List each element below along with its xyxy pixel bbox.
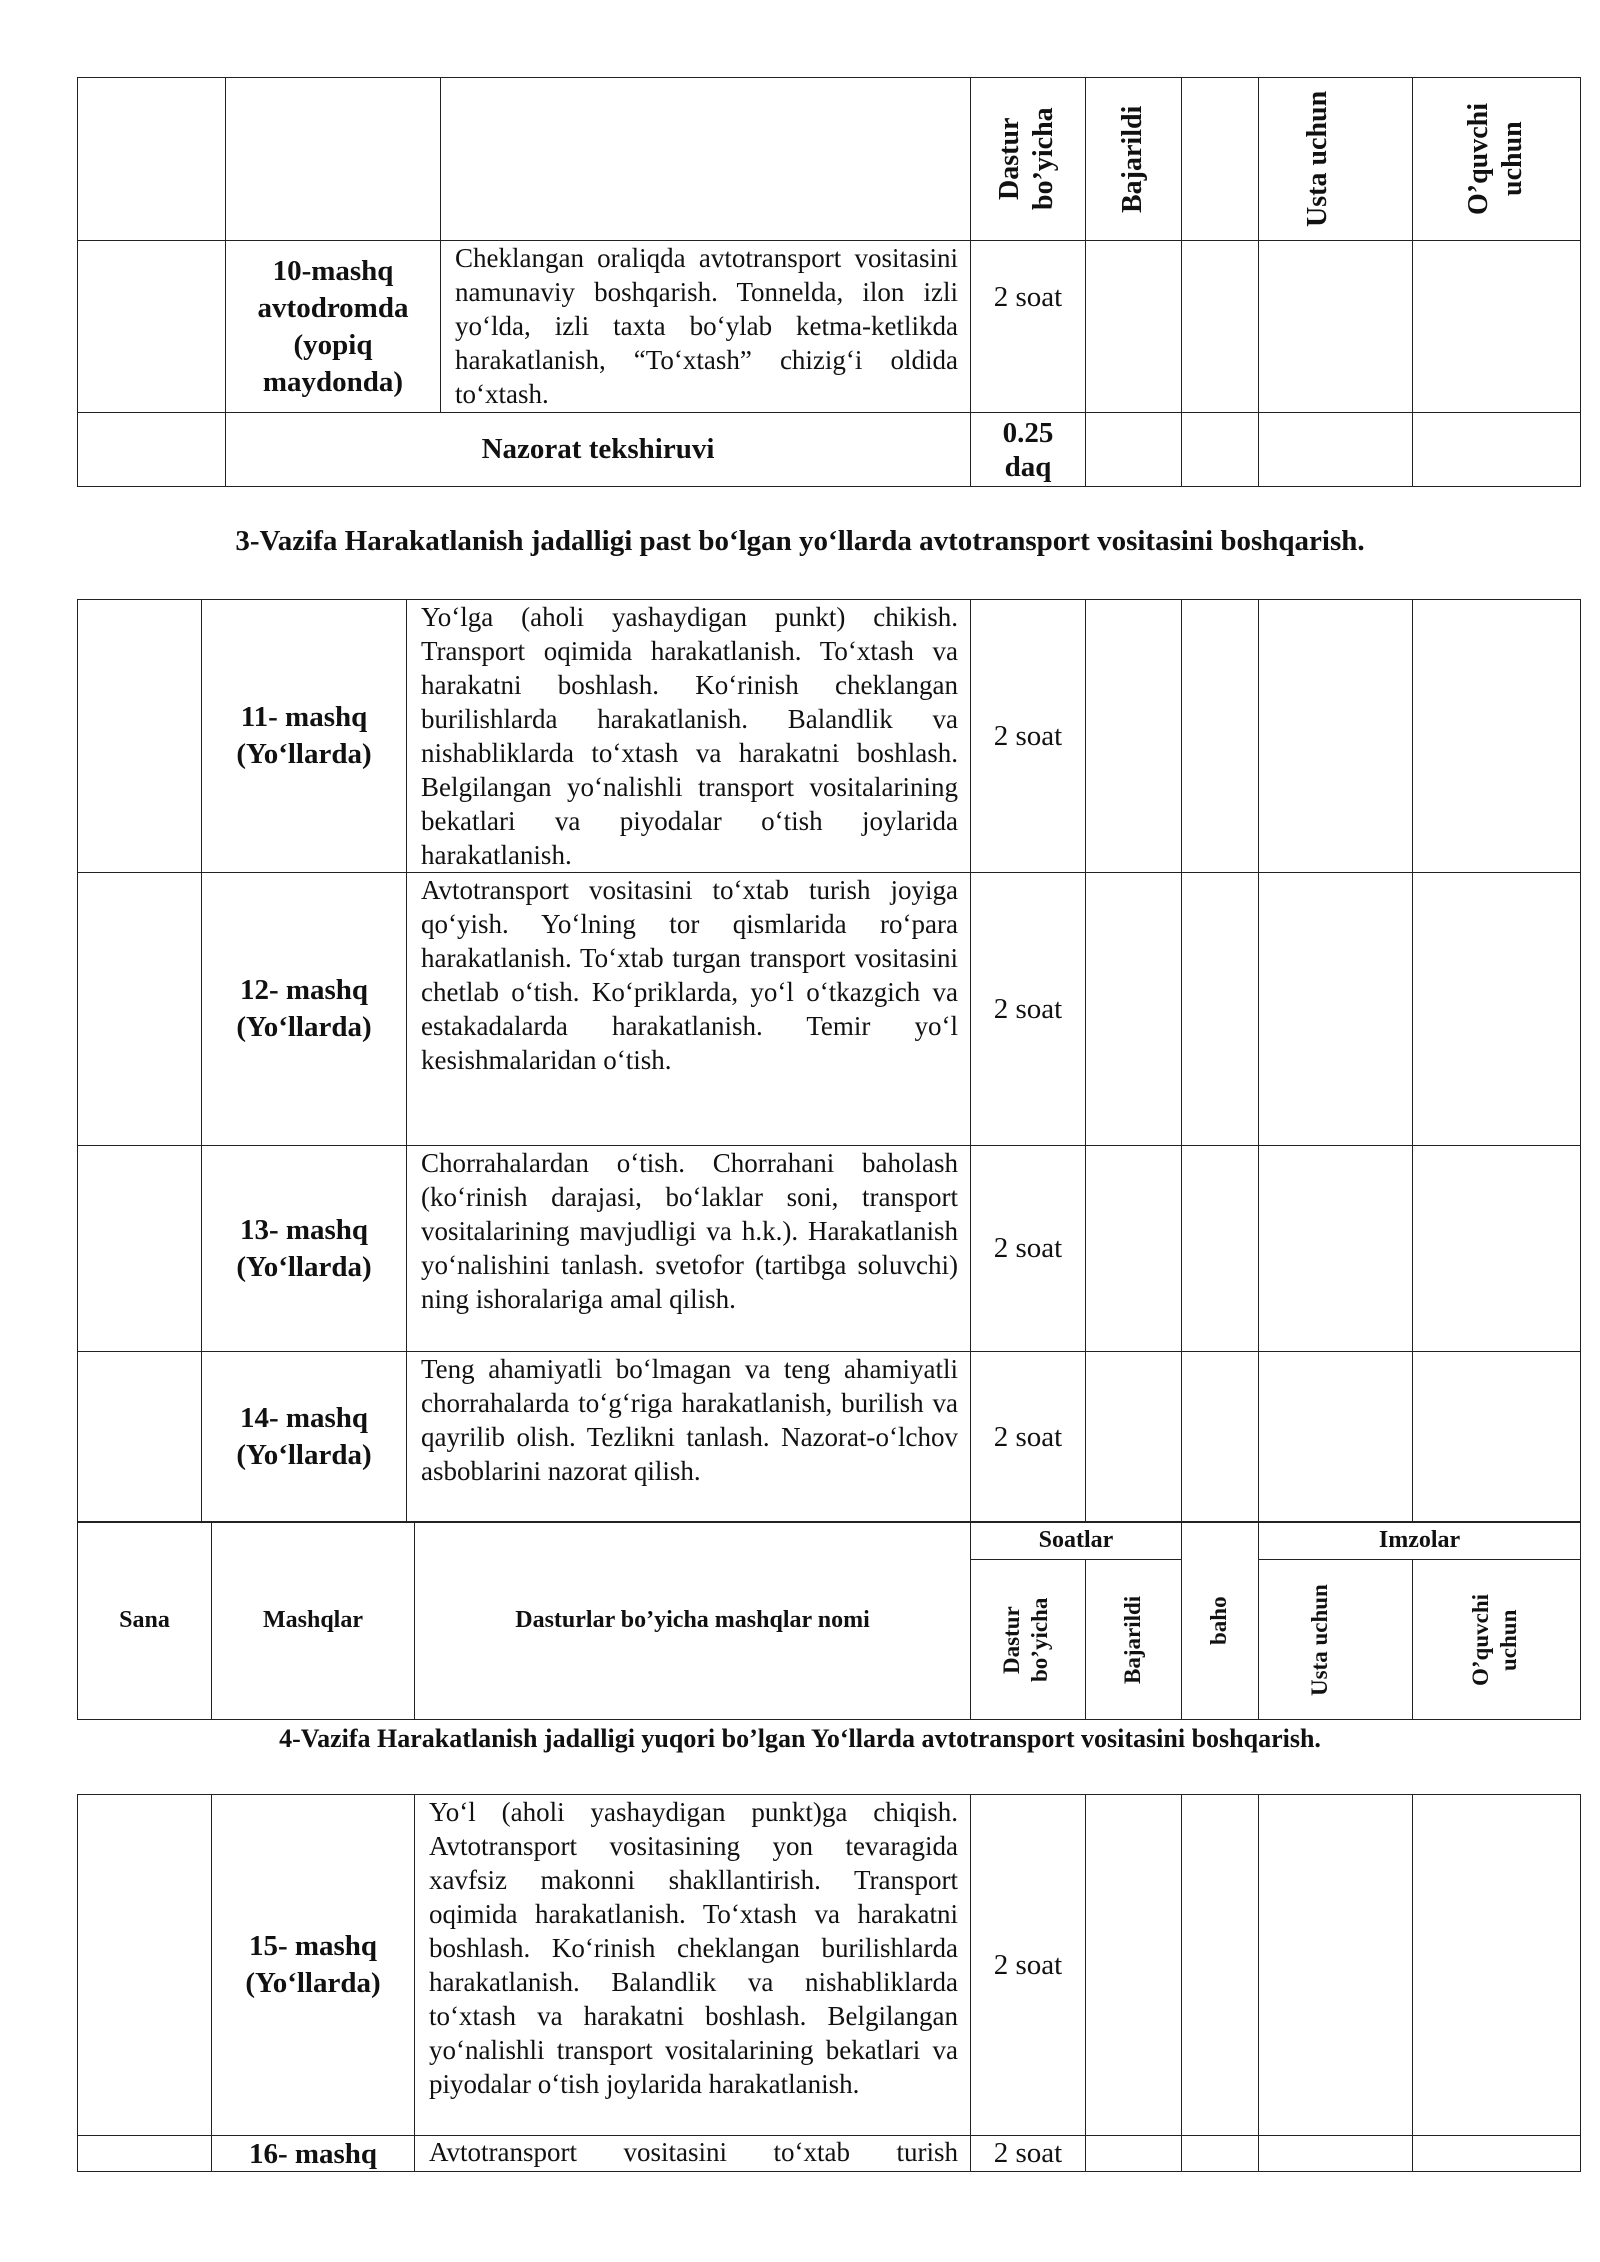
table-row [78, 2136, 1581, 2172]
exercise-hours: 2 soat [971, 600, 1086, 873]
exercise-hours: 2 soat [971, 1146, 1086, 1352]
control-value: 0.25 daq [971, 413, 1086, 487]
header-planned: Dastur bo’yicha [999, 1597, 1052, 1682]
exercise-hours: 2 soat [971, 1352, 1086, 1523]
section-4-title: 4-Vazifa Harakatlanish jadalligi yuqori bo’lgan Yo‘llarda avtotransport vositasini boshqarish. [279, 1724, 1321, 1753]
table-row [78, 1146, 1581, 1352]
exercise-description: Teng ahamiyatli bo‘lmagan va teng ahamiyatli chorrahalarda to‘g‘riga harakatlanish, burilish va qayrilib olish. Tezlikni tanlash. Nazorat-o‘lchov asboblarini nazorat qilish. [407, 1352, 971, 1523]
header-master: Usta uchun [1306, 1583, 1332, 1696]
header-program: Dasturlar bo’yicha mashqlar nomi [415, 1522, 971, 1720]
exercise-name: 16- mashq [212, 2136, 415, 2172]
header-grade: baho [1206, 1596, 1232, 1645]
exercise-description: Cheklangan oraliqda avtotransport vositasini namunaviy boshqarish. Tonnelda, ilon izli yo‘lda, izli taxta bo‘ylab ketma-ketlikda harakatlanish, “To‘xtash” chizig‘i oldida to‘xtash. [441, 241, 971, 413]
exercise-description: Chorrahalardan o‘tish. Chorrahani baholash (ko‘rinish darajasi, bo‘laklar soni, transport vositalarining mavjudligi va h.k.). Harakatlanish yo‘nalishini tanlash. svetofor (tartibga soluvchi) ning ishoralariga amal qilish. [407, 1146, 971, 1352]
column-header-table [77, 1521, 1581, 1720]
header-student: O’quvchi uchun [1462, 102, 1528, 216]
middle-table [77, 599, 1581, 1523]
header-student: O’quvchi uchun [1467, 1593, 1521, 1686]
exercise-hours: 2 soat [971, 1795, 1086, 2136]
top-table [77, 77, 1581, 487]
header-signatures-group: Imzolar [1259, 1522, 1581, 1560]
exercise-name: 10-mashq avtodromda (yopiq maydonda) [226, 241, 441, 413]
header-exercises: Mashqlar [212, 1522, 415, 1720]
exercise-name: 14- mashq (Yo‘llarda) [202, 1352, 407, 1523]
table-row [78, 600, 1581, 873]
control-label: Nazorat tekshiruvi [226, 413, 971, 487]
header-hours-group: Soatlar [971, 1522, 1182, 1560]
header-done: Bajarildi [1116, 105, 1148, 213]
table-row [78, 873, 1581, 1146]
exercise-hours: 2 soat [971, 2136, 1086, 2172]
bottom-table [77, 1794, 1581, 2172]
exercise-hours: 2 soat [971, 873, 1086, 1146]
table-row [78, 1795, 1581, 2136]
exercise-name: 15- mashq (Yo‘llarda) [212, 1795, 415, 2136]
table-row [78, 1352, 1581, 1523]
control-row [78, 413, 1581, 487]
exercise-name: 12- mashq (Yo‘llarda) [202, 873, 407, 1146]
exercise-description: Avtotransport vositasini to‘xtab turish [415, 2136, 971, 2172]
exercise-hours: 2 soat [971, 241, 1086, 413]
header-done: Bajarildi [1119, 1595, 1145, 1684]
section-3-title: 3-Vazifa Harakatlanish jadalligi past bo‘lgan yo‘llarda avtotransport vositasini boshqarish. [235, 525, 1365, 557]
exercise-name: 13- mashq (Yo‘llarda) [202, 1146, 407, 1352]
top-table-header-row [78, 78, 1581, 241]
header-master: Usta uchun [1301, 90, 1333, 228]
exercise-description: Yo‘lga (aholi yashaydigan punkt) chikish. Transport oqimida harakatlanish. To‘xtash va harakatni boshlash. Ko‘rinish cheklangan burilishlarda harakatlanish. Balandlik va nishabliklarda to‘xtash va harakatni boshlash. Belgilangan yo‘nalishli transport vositalarining bekatlari va piyodalar o‘tish joylarida harakatlanish. [407, 600, 971, 873]
exercise-description: Yo‘l (aholi yashaydigan punkt)ga chiqish. Avtotransport vositasining yon tevaragida xavfsiz makonni shakllantirish. Transport oqimida harakatlanish. To‘xtash va harakatni boshlash. Ko‘rinish cheklangan burilishlarda harakatlanish. Balandlik va nishabliklarda to‘xtash va harakatni boshlash. Belgilangan yo‘nalishli transport vositalarining bekatlari va piyodalar o‘tish joylarida harakatlanish. [415, 1795, 971, 2136]
header-planned: Dastur bo’yicha [994, 107, 1059, 211]
exercise-name: 11- mashq (Yo‘llarda) [202, 600, 407, 873]
header-date: Sana [78, 1522, 212, 1720]
table-row [78, 241, 1581, 413]
exercise-description: Avtotransport vositasini to‘xtab turish joyiga qo‘yish. Yo‘lning tor qismlarida ro‘para harakatlanish. To‘xtab turgan transport vositasini chetlab o‘tish. Ko‘priklarda, yo‘l o‘tkazgich va estakadalarda harakatlanish. Temir yo‘l kesishmalaridan o‘tish. [407, 873, 971, 1146]
